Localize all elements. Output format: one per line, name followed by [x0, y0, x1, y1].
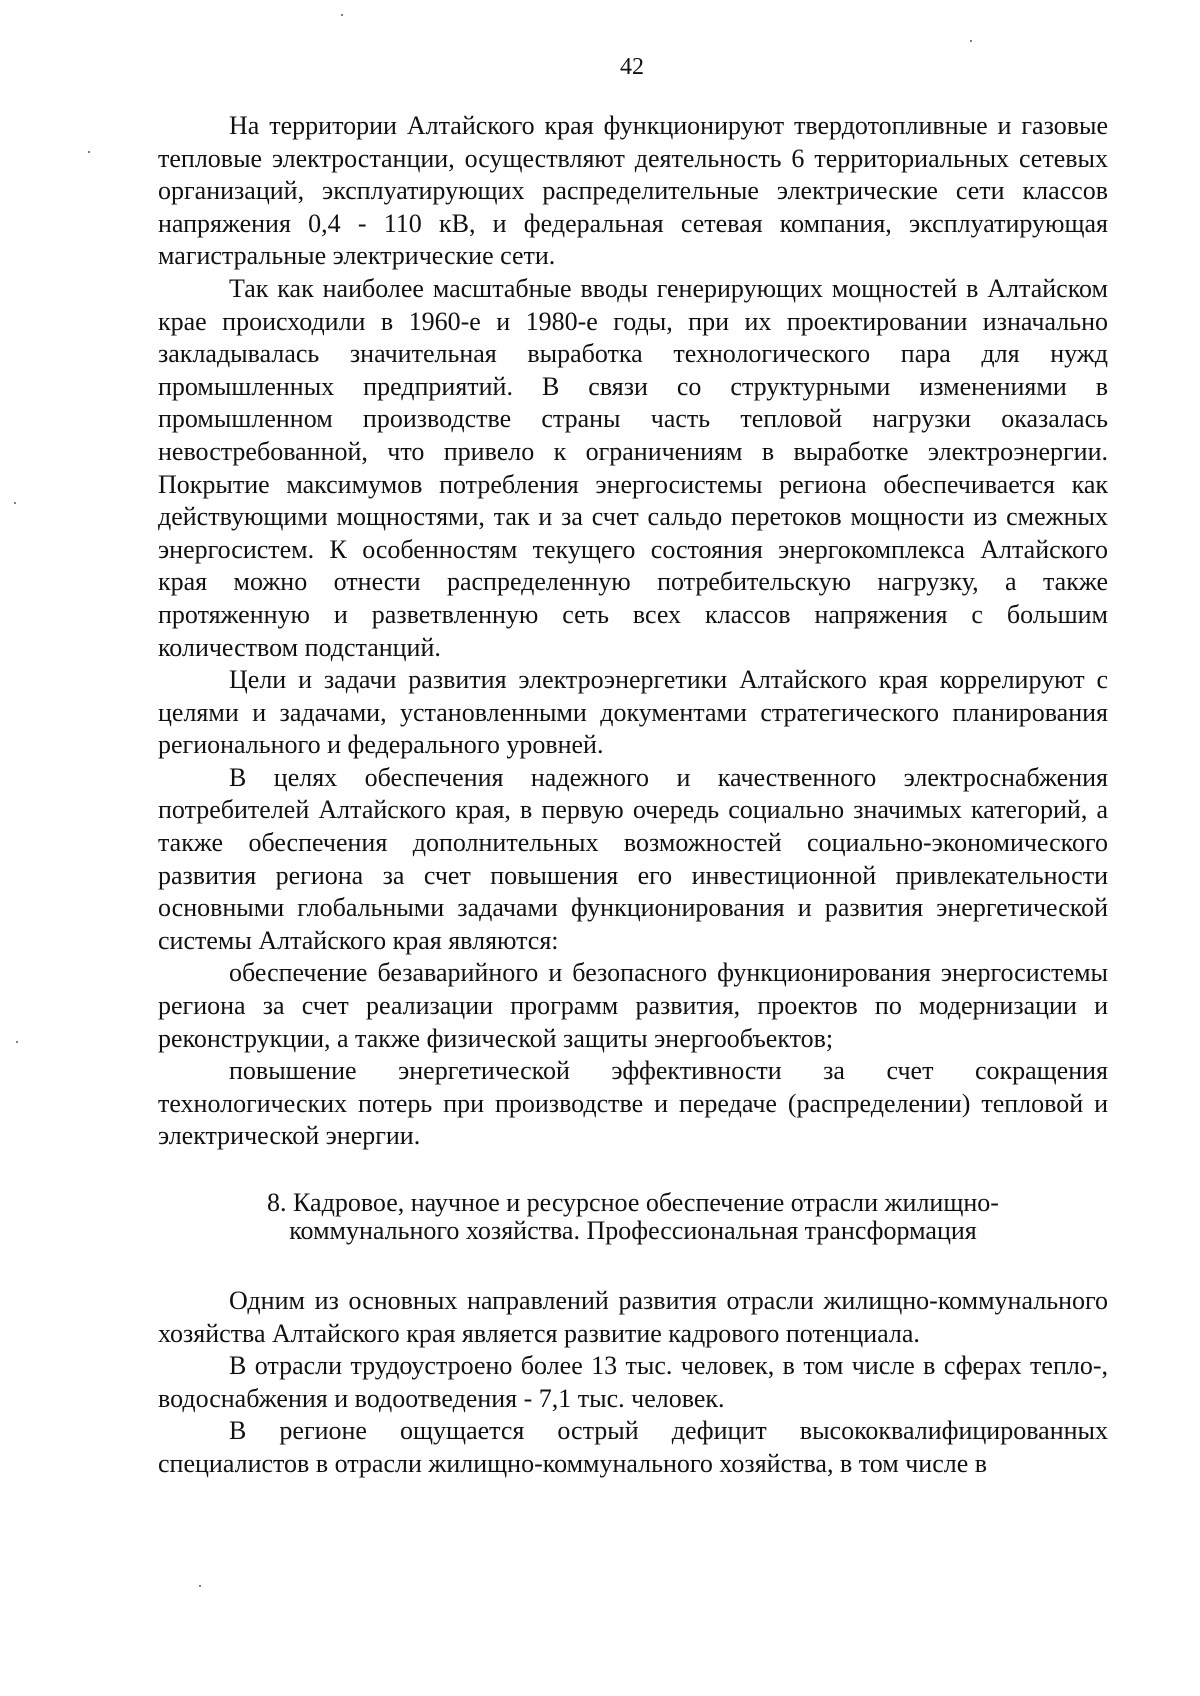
scan-speck — [14, 502, 16, 504]
document-body — [158, 110, 1108, 1481]
paragraph: В целях обеспечения надежного и качественного электроснабжения потребителей Алтайского края, в первую очередь социально значимых категорий, а также обеспечения дополнительных возможностей социально-экономического развития региона за счет повышения его инвестиционной привлекательности основными глобальными задачами функционирования и развития энергетической системы Алтайского края являются: — [158, 762, 1108, 955]
paragraph: Цели и задачи развития электроэнергетики Алтайского края коррелируют с целями и задачами, установленными документами стратегического планирования регионального и федерального уровней. — [158, 665, 1108, 760]
section-heading-line: 8. Кадровое, научное и ресурсное обеспечение отрасли жилищно- — [267, 1188, 999, 1217]
scan-speck — [88, 151, 90, 153]
paragraph: На территории Алтайского края функционируют твердотопливные и газовые тепловые электростанции, осуществляют деятельность 6 территориальных сетевых организаций, эксплуатирующих распределительные электрические сети классов напряжения 0,4 - 110 кВ, и федеральная сетевая компания, эксплуатирующая магистральные электрические сети. — [158, 111, 1108, 271]
scan-speck — [199, 1585, 201, 1587]
scan-speck — [16, 1041, 18, 1043]
scan-speck — [341, 14, 343, 16]
paragraph: В отрасли трудоустроено более 13 тыс. человек, в том числе в сферах тепло-, водоснабжения и водоотведения - 7,1 тыс. человек. — [158, 1351, 1108, 1413]
page-number: 42 — [620, 54, 644, 80]
scan-speck — [970, 40, 972, 42]
list-item-paragraph: обеспечение безаварийного и безопасного функционирования энергосистемы региона за счет реализации программ развития, проектов по модернизации и реконструкции, а также физической защиты энергообъектов; — [158, 958, 1108, 1053]
paragraph: Так как наиболее масштабные вводы генерирующих мощностей в Алтайском крае происходили в 1960-е и 1980-е годы, при их проектировании изначально закладывалась значительная выработка технологического пара для нужд промышленных предприятий. В связи со структурными изменениями в промышленном производстве страны часть тепловой нагрузки оказалась невостребованной, что привело к ограничениям в выработке электроэнергии. Покрытие максимумов потребления энергосистемы региона обеспечивается как действующими мощностями, так и за счет сальдо перетоков мощности из смежных энергосистем. К особенностям текущего состояния энергокомплекса Алтайского края можно отнести распределенную потребительскую нагрузку, а также протяженную и разветвленную сеть всех классов напряжения с большим количеством подстанций. — [158, 273, 1108, 662]
section-heading-line: коммунального хозяйства. Профессиональная трансформация — [289, 1216, 977, 1245]
section-heading — [158, 1189, 1108, 1245]
paragraph: Одним из основных направлений развития отрасли жилищно-коммунального хозяйства Алтайского края является развитие кадрового потенциала. — [158, 1286, 1108, 1348]
list-item-paragraph: повышение энергетической эффективности за счет сокращения технологических потерь при производстве и передаче (распределении) тепловой и электрической энергии. — [158, 1056, 1108, 1151]
paragraph: В регионе ощущается острый дефицит высококвалифицированных специалистов в отрасли жилищно-коммунального хозяйства, в том числе в — [158, 1416, 1108, 1478]
